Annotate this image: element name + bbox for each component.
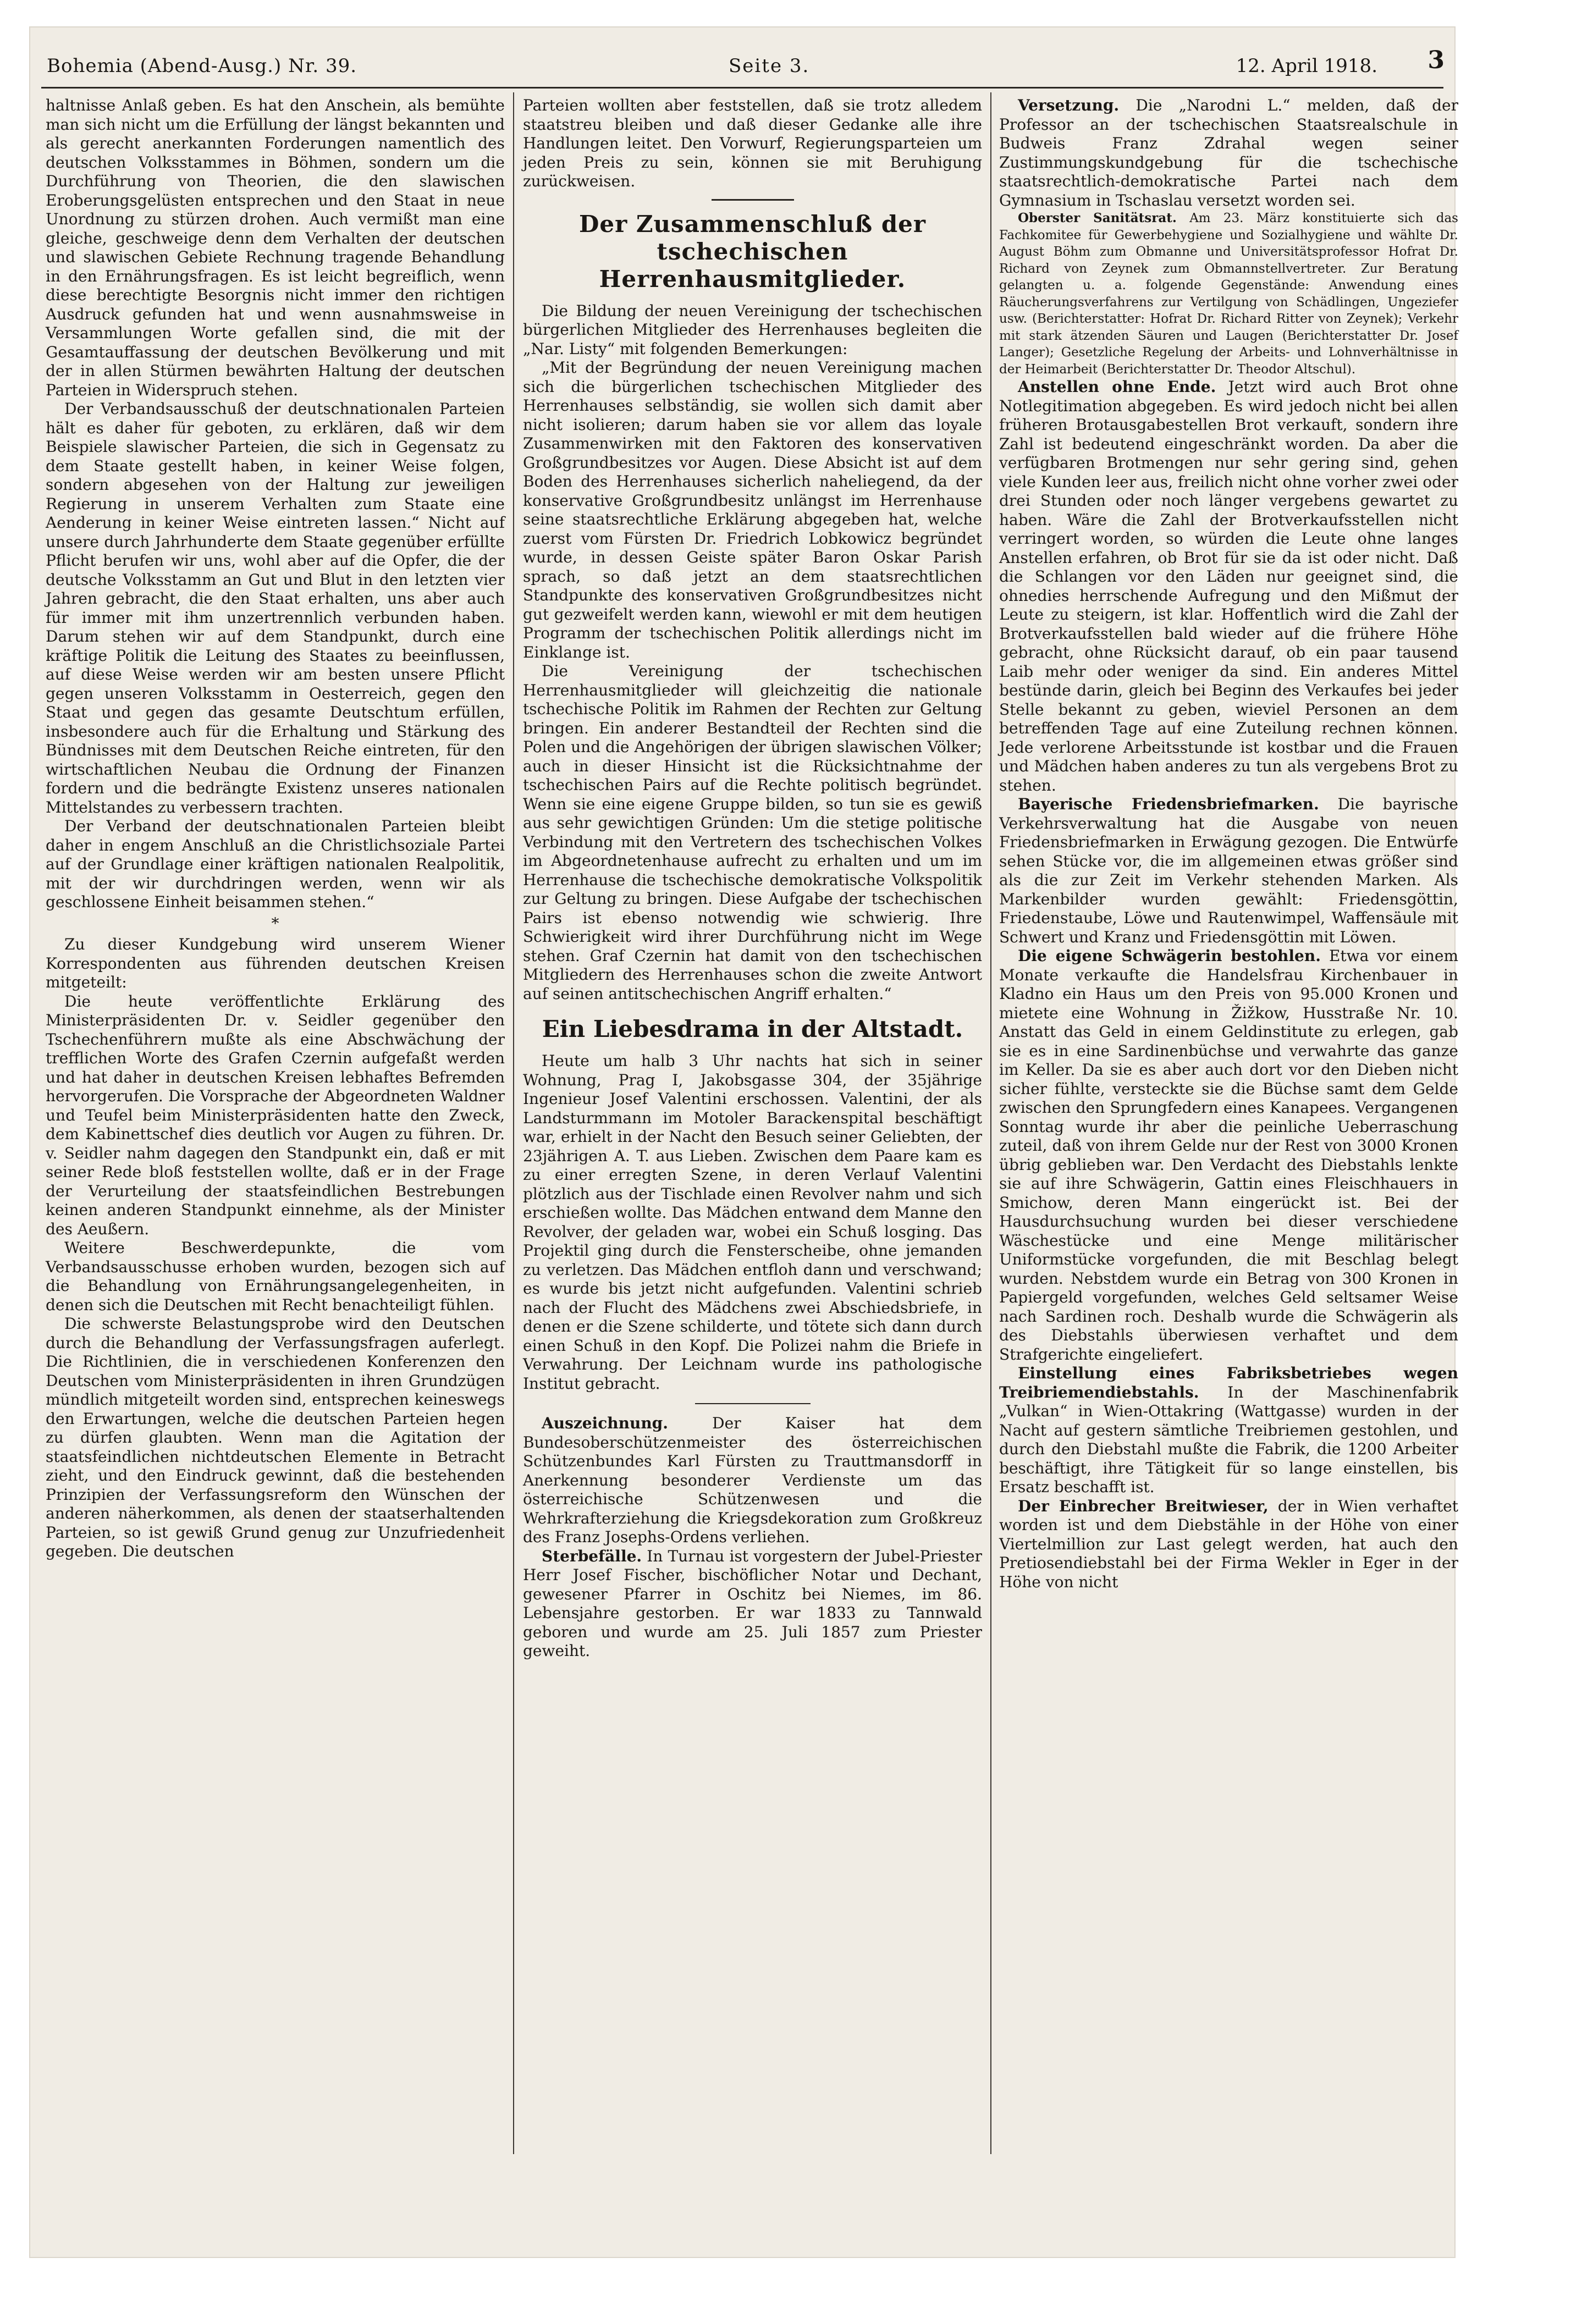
item-text: In Turnau ist vorgestern der Jubel-Priester Herr Josef Fischer, bischöflicher Notar und Dechant, gewesener Pfarrer in Oschitz bei Niemes, im 86. Lebensjahre gestorben. Er war 1833 zu Tannwald geboren und wurde am 25. Juli 1857 zum Priester geweiht. (523, 1547, 982, 1660)
masthead-edition: Bohemia (Abend-Ausg.) Nr. 39. (47, 55, 357, 77)
page-header (30, 46, 1454, 82)
divider (712, 199, 794, 201)
news-item (999, 96, 1458, 210)
paragraph: Der Verband der deutschnationalen Parteien bleibt daher in engem Anschluß an die Christlichsoziale Partei auf der Grundlage einer kräftigen nationalen Realpolitik, mit der wir durchdringen werden, wenn wir als geschlossene Einheit beisammen stehen.“ (46, 817, 505, 911)
item-title: Der Einbrecher Breitwieser, (1018, 1497, 1269, 1515)
news-item (523, 1414, 982, 1547)
item-title: Bayerische Friedensbriefmarken. (1018, 795, 1319, 813)
paragraph: „Mit der Begründung der neuen Vereinigung machen sich die bürgerlichen tschechischen Mitglieder des Herrenhauses selbständig, sie wollen sich damit aber nicht isolieren; darum haben sie vor allem das loyale Zusammenwirken mit den Faktoren des konservativen Großgrundbesitzes vor Augen. Diese Absicht ist auf dem Boden des Herrenhauses sicherlich naheliegend, da der konservative Großgrundbesitz unlängst im Herrenhause seine staatsrechtliche Erklärung abgegeben hat, welche zuerst vom Fürsten Dr. Friedrich Lobkowicz begründet wurde, in dessen Geiste später Baron Oskar Parish sprach, so daß jetzt an dem staatsrechtlichen Standpunkte des konservativen Großgrundbesitzes nicht gut gezweifelt werden kann, wiewohl er mit dem heutigen Programm der tschechischen Politik allerdings nicht im Einklange ist. (523, 358, 982, 661)
page-mark: 3 (1427, 46, 1445, 74)
item-text: Die „Narodni L.“ melden, daß der Professor an der tschechischen Staatsrealschule in Budweis Franz Zdrahal wegen seiner Zustimmungskundgebung für die tschechische staatsrechtlich-demokratische Partei nach dem Gymnasium in Tschaslau versetzt worden sei. (999, 96, 1458, 209)
page-number: Seite 3. (729, 55, 810, 77)
item-title: Versetzung. (1018, 96, 1120, 114)
item-text: Die bayrische Verkehrsverwaltung hat die Ausgabe von neuen Friedensbriefmarken in Erwägung gezogen. Die Entwürfe sehen Stücke vor, die im allgemeinen etwas größer sind als die zur Zeit im Verkehr stehenden Marken. Als Markenbilder wurden gewählt: Friedensgöttin, Friedenstaube, Löwe und Rautenwimpel, Waffensäule mit Schwert und Kranz und Friedensgöttin mit Löwen. (999, 795, 1458, 946)
paragraph: Zu dieser Kundgebung wird unserem Wiener Korrespondenten aus führenden deutschen Kreisen mitgeteilt: (46, 935, 505, 991)
column-rule-2 (990, 92, 991, 2154)
column-3 (999, 96, 1458, 1592)
news-item (999, 947, 1458, 1364)
news-item (999, 1364, 1458, 1497)
item-title: Sterbefälle. (542, 1547, 642, 1565)
article-heading: Ein Liebesdrama in der Altstadt. (542, 1015, 963, 1042)
article-heading: Der Zusammenschluß der tschechischen Herrenhausmitglieder. (578, 210, 927, 292)
news-item (999, 795, 1458, 947)
item-title: Oberster Sanitätsrat. (1018, 211, 1177, 225)
column-2 (523, 96, 982, 1661)
item-title: Anstellen ohne Ende. (1018, 378, 1216, 396)
item-text: der in Wien verhaftet worden ist und dem Diebstähle in der Höhe von einer Viertelmillion zur Last gelegt werden, hat auch den Pretiosendiebstahl bei der Firma Wekler in Eger in der Höhe von nicht (999, 1497, 1458, 1591)
item-title: Auszeichnung. (542, 1414, 669, 1432)
paragraph: Die Vereinigung der tschechischen Herrenhausmitglieder will gleichzeitig die nationale tschechische Politik im Rahmen der Rechten zur Geltung bringen. Ein anderer Bestandteil der Rechten sind die Polen und die Angehörigen der übrigen slawischen Völker; auch in dieser Hinsicht ist die Rücksichtnahme der tschechischen Pairs auf die Rechte politisch begründet. Wenn sie eine eigene Gruppe bilden, so tun sie es gewiß aus sehr gewichtigen Gründen: Um die stetige politische Verbindung mit den Vertretern des tschechischen Volkes im Abgeordnetenhause aufrecht zu erhalten und um im Herrenhause die tschechische demokratische Volkspolitik zur Geltung zu bringen. Diese Aufgabe der tschechischen Pairs ist ebenso notwendig wie schwierig. Ihre Schwierigkeit wird ihrer Durchführung nicht im Wege stehen. Graf Czernin hat damit von den tschechischen Mitgliedern des Herrenhauses schon die zweite Antwort auf seinen antitschechischen Angriff erhalten.“ (523, 662, 982, 1003)
paragraph: Die schwerste Belastungsprobe wird den Deutschen durch die Behandlung der Verfassungsfragen auferlegt. Die Richtlinien, die in verschiedenen Konferenzen den Deutschen vom Ministerpräsidenten in ihren Grundzügen mündlich mitgeteilt worden sind, entsprechen keineswegs den Erwartungen, welche die deutschen Parteien hegen zu dürfen glaubten. Wenn man die Agitation der staatsfeindlichen nichtdeutschen Elemente in Betracht zieht, und den Eindruck gewinnt, daß die bestehenden Prinzipien der Verfassungsreform den Wünschen der anderen näherkommen, als denen der staatserhaltenden Parteien, so ist gewiß Grund genug zur Unzufriedenheit gegeben. Die deutschen (46, 1315, 505, 1560)
item-text: Jetzt wird auch Brot ohne Notlegitimation abgegeben. Es wird jedoch nicht bei allen früheren Brotausgabestellen Brot verkauft, sondern ihre Zahl ist bedeutend eingeschränkt worden. Da aber die verfügbaren Brotmengen nur sehr gering sind, gehen viele Kunden leer aus, freilich nicht ohne vorher zwei oder drei Stunden oder noch länger vergebens gewartet zu haben. Wäre die Zahl der Brotverkaufsstellen nicht verringert worden, so würden die Leute ohne langes Anstellen erfahren, ob Brot für sie da ist oder nicht. Daß die Schlangen vor den Läden nur geeignet sind, die ohnedies herrschende Aufregung und den Mißmut der Leute zu steigern, ist klar. Hoffentlich wird die Zahl der Brotverkaufsstellen bald wieder auf die frühere Höhe gebracht, ohne Rücksicht darauf, ob ein paar tausend Laib mehr oder weniger da sind. Ein anderes Mittel bestünde darin, gleich bei Beginn des Verkaufes bei jeder Stelle bekannt zu geben, wieviel Personen an dem betreffenden Tage auf eine Zuteilung rechnen können. Jede verlorene Arbeitsstunde ist kostbar und die Frauen und Mädchen haben anderes zu tun als vergebens Brot zu stehen. (999, 378, 1458, 794)
item-text: Am 23. März konstituierte sich das Fachkomitee für Gewerbehygiene und Sozialhygiene und wählte Dr. August Böhm zum Obmanne und Universitätsprofessor Hofrat Dr. Richard von Zeynek zum Obmannstellvertreter. Zur Beratung gelangten u. a. folgende Gegenstände: Anwendung eines Räucherungsverfahrens zur Vertilgung von Schädlingen, Ungeziefer usw. (Berichterstatter: Hofrat Dr. Richard Ritter von Zeynek); Verkehr mit stark ätzenden Säuren und Laugen (Berichterstatter Dr. Josef Langer); Gesetzliche Regelung der Arbeits- und Lohnverhältnisse in der Heimarbeit (Berichterstatter Dr. Theodor Altschul). (999, 211, 1458, 377)
paragraph: Parteien wollten aber feststellen, daß sie trotz alledem staatstreu bleiben und daß dieser Gedanke alle ihre Handlungen leitet. Den Vorwurf, Regierungsparteien um jeden Preis zu sein, können sie mit Beruhigung zurückweisen. (523, 96, 982, 190)
column-1 (46, 96, 505, 1561)
section-separator: * (271, 914, 279, 932)
news-item (999, 1497, 1458, 1592)
paragraph: Weitere Beschwerdepunkte, die vom Verbandsausschusse erhoben wurden, bezogen sich auf die Behandlung von Ernährungsangelegenheiten, in denen sich die Deutschen mit Recht benachteiligt fühlen. (46, 1239, 505, 1314)
paragraph: Die heute veröffentlichte Erklärung des Ministerpräsidenten Dr. v. Seidler gegenüber den Tschechenführern mußte als eine Abschwächung der trefflichen Worte des Grafen Czernin aufgefaßt werden und hat daher in deutschen Kreisen lebhaftes Befremden hervorgerufen. Die Vorsprache der Abgeordneten Waldner und Teufel beim Ministerpräsidenten hatte den Zweck, dem Kabinettschef dies deutlich vor Augen zu führen. Dr. v. Seidler nahm dagegen den Standpunkt ein, daß er mit seiner Rede bloß feststellen wollte, daß er in der Frage der Verurteilung der staatsfeindlichen Bestrebungen keinen anderen Standpunkt einnehme, als der Minister des Aeußern. (46, 992, 505, 1238)
newspaper-page (30, 27, 1459, 2257)
item-text: Etwa vor einem Monate verkaufte die Handelsfrau Kirchenbauer in Kladno ein Haus um den Preis von 95.000 Kronen und mietete eine Wohnung in Žižkow, Husstraße Nr. 10. Anstatt das Geld in einem Geldinstitute zu erlegen, gab sie es in eine Sardinenbüchse und verwahrte das ganze im Keller. Da sie es aber auch dort vor den Dieben nicht sicher fühlte, versteckte sie die Büchse samt dem Gelde zwischen den Sprungfedern eines Kanapees. Vergangenen Sonntag wurde ihr aber die peinliche Ueberraschung zuteil, daß von ihrem Gelde nur der Rest von 3000 Kronen übrig geblieben war. Den Verdacht des Diebstahls lenkte sie auf ihre Schwägerin, Gattin eines Fleischhauers in Smichow, deren Mann eingerückt ist. Bei der Hausdurchsuchung wurden bei dieser verschiedene Wäschestücke und eine Menge militärischer Uniformstücke vorgefunden, die mit Beschlag belegt wurden. Nebstdem wurde ein Betrag von 300 Kronen in Papiergeld vorgefunden, welches Geld seltsamer Weise nach Sardinen roch. Deshalb wurde die Schwägerin als des Diebstahls überwiesen verhaftet und dem Strafgerichte eingeliefert. (999, 947, 1459, 1364)
news-item (523, 1547, 982, 1661)
item-title: Einstellung eines Fabriksbetriebes wegen Treibriemendiebstahls. (999, 1364, 1458, 1401)
issue-date: 12. April 1918. (1236, 55, 1377, 77)
paragraph: Heute um halb 3 Uhr nachts hat sich in seiner Wohnung, Prag I, Jakobsgasse 304, der 35jährige Ingenieur Josef Valentini erschossen. Valentini, der als Landsturmmann im Motoler Barackenspital beschäftigt war, erhielt in der Nacht den Besuch seiner Geliebten, der 23jährigen A. T. aus Lieben. Zwischen dem Paare kam es zu einer erregten Szene, in deren Verlauf Valentini plötzlich aus der Tischlade einen Revolver nahm und sich erschießen wollte. Das Mädchen entwand dem Manne den Revolver, der geladen war, wobei ein Schuß losging. Das Projektil ging durch die Fensterscheibe, ohne jemanden zu verletzen. Das Mädchen entfloh dann und verschwand; es wurde bis jetzt nicht aufgefunden. Valentini schrieb nach der Flucht des Mädchens zwei Abschiedsbriefe, in denen er die Szene schilderte, und tötete sich dann durch einen Schuß in den Kopf. Die Polizei nahm die Briefe in Verwahrung. Der Leichnam wurde ins pathologische Institut gebracht. (523, 1052, 982, 1393)
news-item (999, 378, 1458, 795)
item-text: In der Maschinenfabrik „Vulkan“ in Wien-Ottakring (Wattgasse) wurden in der Nacht auf gestern sämtliche Treibriemen gestohlen, und durch den Diebstahl mußte die Fabrik, die 1200 Arbeiter beschäftigt, ihre Tätigkeit für so lange einstellen, bis Ersatz beschafft ist. (999, 1383, 1458, 1496)
paragraph: Die Bildung der neuen Vereinigung der tschechischen bürgerlichen Mitglieder des Herrenhauses begleiten die „Nar. Listy“ mit folgenden Bemerkungen: (523, 301, 982, 358)
divider (695, 1403, 811, 1404)
column-rule-1 (513, 92, 514, 2154)
header-rule (41, 87, 1443, 89)
paragraph: Der Verbandsausschuß der deutschnationalen Parteien hält es daher für geboten, zu erklären, daß wir dem Beispiele slawischer Parteien, die sich in Gegensatz zu dem Staate gestellt haben, in keiner Weise folgen, sondern abgesehen von der Haltung zur jeweiligen Regierung in unserem Verhalten zum Staate eine Aenderung in keiner Weise eintreten lassen.“ Nicht auf unsere durch Jahrhunderte dem Staate gegenüber erfüllte Pflicht berufen wir uns, wohl aber auf die Opfer, die der deutsche Volksstamm an Gut und Blut in den letzten vier Jahren gebracht, die den Staat erhalten, uns aber auch für immer mit ihm unzertrennlich verbunden haben. Darum stehen wir auf dem Standpunkt, durch eine kräftige Politik die Leitung des Staates zu beeinflussen, auf diese Weise werden wir am besten unsere Pflicht gegen unseren Volksstamm in Oesterreich, gegen den Staat und gegen das gesamte Deutschtum erfüllen, insbesondere auch für die Erhaltung und Stärkung des Bündnisses mit dem Deutschen Reiche eintreten, für den wirtschaftlichen Neubau die Ordnung der Finanzen fordern und die bedrängte Existenz unseres nationalen Mittelstandes zu verbessern trachten. (46, 400, 505, 816)
item-title: Die eigene Schwägerin bestohlen. (1018, 947, 1321, 965)
paragraph: haltnisse Anlaß geben. Es hat den Anschein, als bemühte man sich nicht um die Erfüllung der längst bekannten und als gerecht anerkannten Forderungen namentlich des deutschen Volksstammes in Böhmen, sondern um die Durchführung von Theorien, die den slawischen Eroberungsgelüsten entsprechen und den Staat in neue Unordnung zu stürzen drohen. Auch vermißt man eine gleiche, geschweige denn dem Verhalten der deutschen und slawischen Gebiete Rechnung tragende Behandlung in den Ernährungsfragen. Es ist leicht begreiflich, wenn diese berechtigte Besorgnis nicht immer den richtigen Ausdruck gefunden hat und wenn ausnahmsweise in Versammlungen Worte gefallen sind, die mit der Gesamtauffassung der deutschen Bevölkerung und mit der in allen Stürmen bewährten Haltung der deutschen Parteien in Widerspruch stehen. (46, 96, 505, 399)
item-text: Der Kaiser hat dem Bundesoberschützenmeister des österreichischen Schützenbundes Karl Fürsten zu Trauttmansdorff in Anerkennung besonderer Verdienste um das österreichische Schützenwesen und die Wehrkrafterziehung die Kriegsdekoration zum Großkreuz des Franz Josephs-Ordens verliehen. (523, 1414, 982, 1546)
news-item (999, 210, 1458, 378)
